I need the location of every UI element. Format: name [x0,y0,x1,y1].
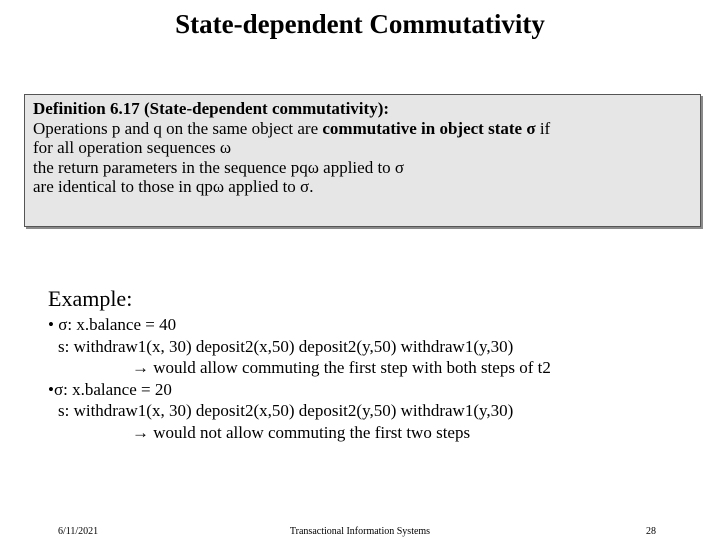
definition-line-3: the return parameters in the sequence pqω applied to σ [33,157,405,177]
footer-title: Transactional Information Systems [289,526,431,537]
definition-line-1 [33,119,692,139]
example-bullet-2: •σ: x.balance = 20 [48,379,172,399]
example-heading: Example: [48,286,133,311]
definition-line-1-bold: commutative in object state σ [322,118,536,138]
example-schedule-1: s: withdraw1(x, 30) deposit2(x,50) deposit2(y,50) withdraw1(y,30) [58,336,514,356]
example-result-1: → would allow commuting the first step with both steps of t2 [132,358,551,377]
example-bullet-1: • σ: x.balance = 40 [48,315,177,334]
definition-line-1-pre: Operations p and q on the same object are [33,118,323,138]
example-schedule-2: s: withdraw1(x, 30) deposit2(x,50) deposit2(y,50) withdraw1(y,30) [58,401,514,420]
definition-box [24,94,701,227]
footer-page-number: 28 [646,526,656,537]
slide-title: State-dependent Commutativity [175,9,545,39]
definition-line-1-post: if [535,118,551,138]
definition-heading: Definition 6.17 (State-dependent commutativity): [33,99,390,118]
definition-line-2: for all operation sequences ω [33,138,232,157]
definition-line-4: are identical to those in qpω applied to σ. [33,177,314,196]
example-result-2: → would not allow commuting the first two steps [132,422,471,442]
example-list [48,314,551,443]
footer-date: 6/11/2021 [58,526,99,537]
